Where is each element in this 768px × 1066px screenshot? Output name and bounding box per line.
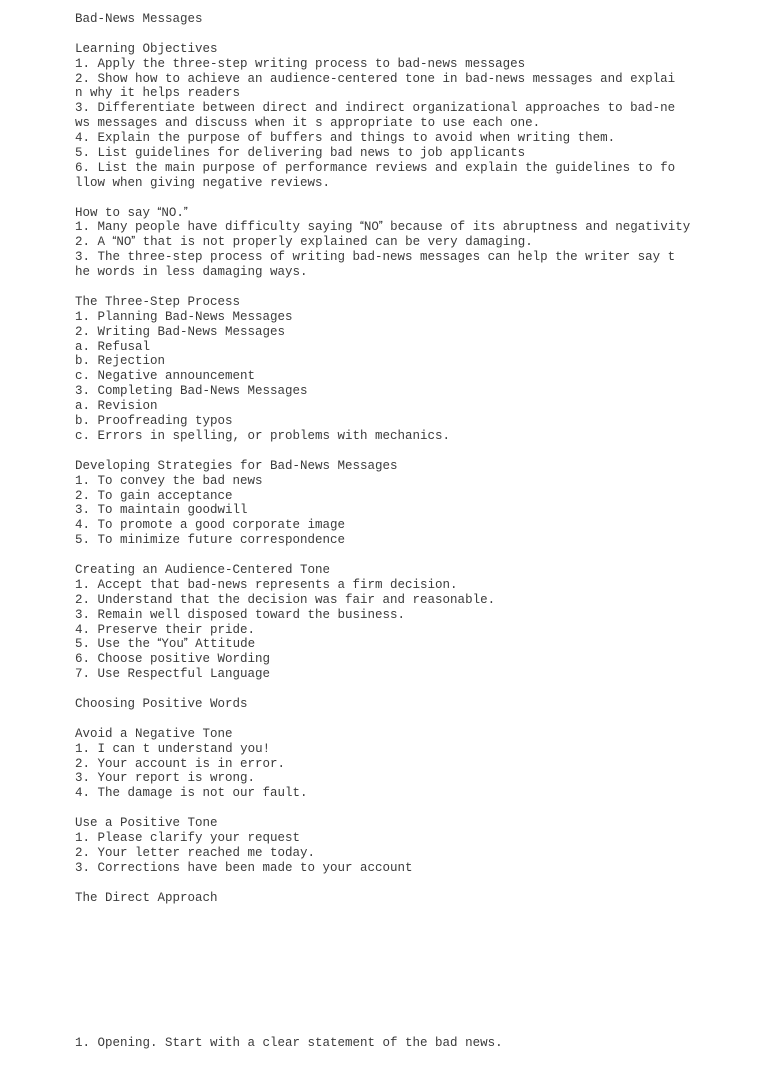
text-line: 2. Your letter reached me today. <box>75 845 316 860</box>
text-line: llow when giving negative reviews. <box>75 175 331 190</box>
text-line: 3. The three-step process of writing bad-news messages can help the writer say t <box>75 250 676 265</box>
text-line: 3. Completing Bad-News Messages <box>75 384 308 399</box>
text-line <box>75 191 690 206</box>
text-line: 2. To gain acceptance <box>75 488 233 503</box>
document-footer-line <box>75 1006 503 1066</box>
text-line: 1. Many people have difficulty saying NO because of its abruptness and negativity <box>75 220 691 235</box>
text-line: 1. Please clarify your request <box>75 830 301 845</box>
text-line: 4. The damage is not our fault. <box>75 786 308 801</box>
text-line: Developing Strategies for Bad-News Messages <box>75 458 398 473</box>
text-line: 1. Planning Bad-News Messages <box>75 309 293 324</box>
text-line: 1. Accept that bad-news represents a firm decision. <box>75 577 458 592</box>
text-line: 1. Apply the three-step writing process to bad-news messages <box>75 56 526 71</box>
text-line: 1. I cant understand you! <box>75 741 271 756</box>
text-line: 2. Understand that the decision was fair and reasonable. <box>75 592 496 607</box>
text-line: 4. Preserve their pride. <box>75 622 256 637</box>
text-line: 6. List the main purpose of performance reviews and explain the guidelines to fo <box>75 160 676 175</box>
text-line: 2. Show how to achieve an audience-centered tone in bad-news messages and explai <box>75 71 676 86</box>
text-line <box>75 280 690 295</box>
text-line: c. Errors in spelling, or problems with mechanics. <box>75 428 451 443</box>
text-line <box>75 712 690 727</box>
text-line: Use a Positive Tone <box>75 816 218 831</box>
document-body <box>75 12 690 905</box>
text-line: The Three-Step Process <box>75 294 241 309</box>
text-line: 5. Use the You Attitude <box>75 637 256 652</box>
text-line: b. Proofreading typos <box>75 414 233 429</box>
text-line: 3. Your report is wrong. <box>75 771 256 786</box>
text-line: Bad-News Messages <box>75 12 203 26</box>
text-line: 4. To promote a good corporate image <box>75 518 346 533</box>
text-line: 5. List guidelines for delivering bad news to job applicants <box>75 146 526 161</box>
text-line: a. Refusal <box>75 339 151 354</box>
text-line: Learning Objectives <box>75 41 218 56</box>
text-line: 4. Explain the purpose of buffers and things to avoid when writing them. <box>75 131 616 146</box>
text-line: a. Revision <box>75 399 158 414</box>
text-line: n why it helps readers <box>75 86 241 101</box>
text-line: b. Rejection <box>75 354 166 369</box>
text-line <box>75 801 690 816</box>
text-line: 6. Choose positive Wording <box>75 652 271 667</box>
text-line <box>75 27 690 42</box>
text-line: How to say NO. <box>75 205 188 220</box>
text-line: 5. To minimize future correspondence <box>75 533 346 548</box>
text-line: he words in less damaging ways. <box>75 265 308 280</box>
text-line: Choosing Positive Words <box>75 696 248 711</box>
text-line: 3. Differentiate between direct and indirect organizational approaches to bad-ne <box>75 101 676 116</box>
text-line <box>75 682 690 697</box>
text-line <box>75 548 690 563</box>
text-line: Creating an Audience-Centered Tone <box>75 562 331 577</box>
text-line: 7. Use Respectful Language <box>75 667 271 682</box>
text-line <box>75 876 690 891</box>
text-line: 2. Your account is in error. <box>75 756 286 771</box>
text-line: 1. Opening. Start with a clear statement of the bad news. <box>75 1035 503 1050</box>
text-line: 2. Writing Bad-News Messages <box>75 324 286 339</box>
text-line: Avoid a Negative Tone <box>75 726 233 741</box>
text-line <box>75 444 690 459</box>
text-line: 3. To maintain goodwill <box>75 503 248 518</box>
text-line: 2. A NO that is not properly explained can be very damaging. <box>75 235 533 250</box>
text-line: c. Negative announcement <box>75 369 256 384</box>
text-line: ws messages and discuss when its appropriate to use each one. <box>75 116 541 131</box>
text-line: 1. To convey the bad news <box>75 473 263 488</box>
text-line: 3. Corrections have been made to your account <box>75 860 413 875</box>
text-line: 3. Remain well disposed toward the business. <box>75 607 406 622</box>
text-line: The Direct Approach <box>75 890 218 905</box>
